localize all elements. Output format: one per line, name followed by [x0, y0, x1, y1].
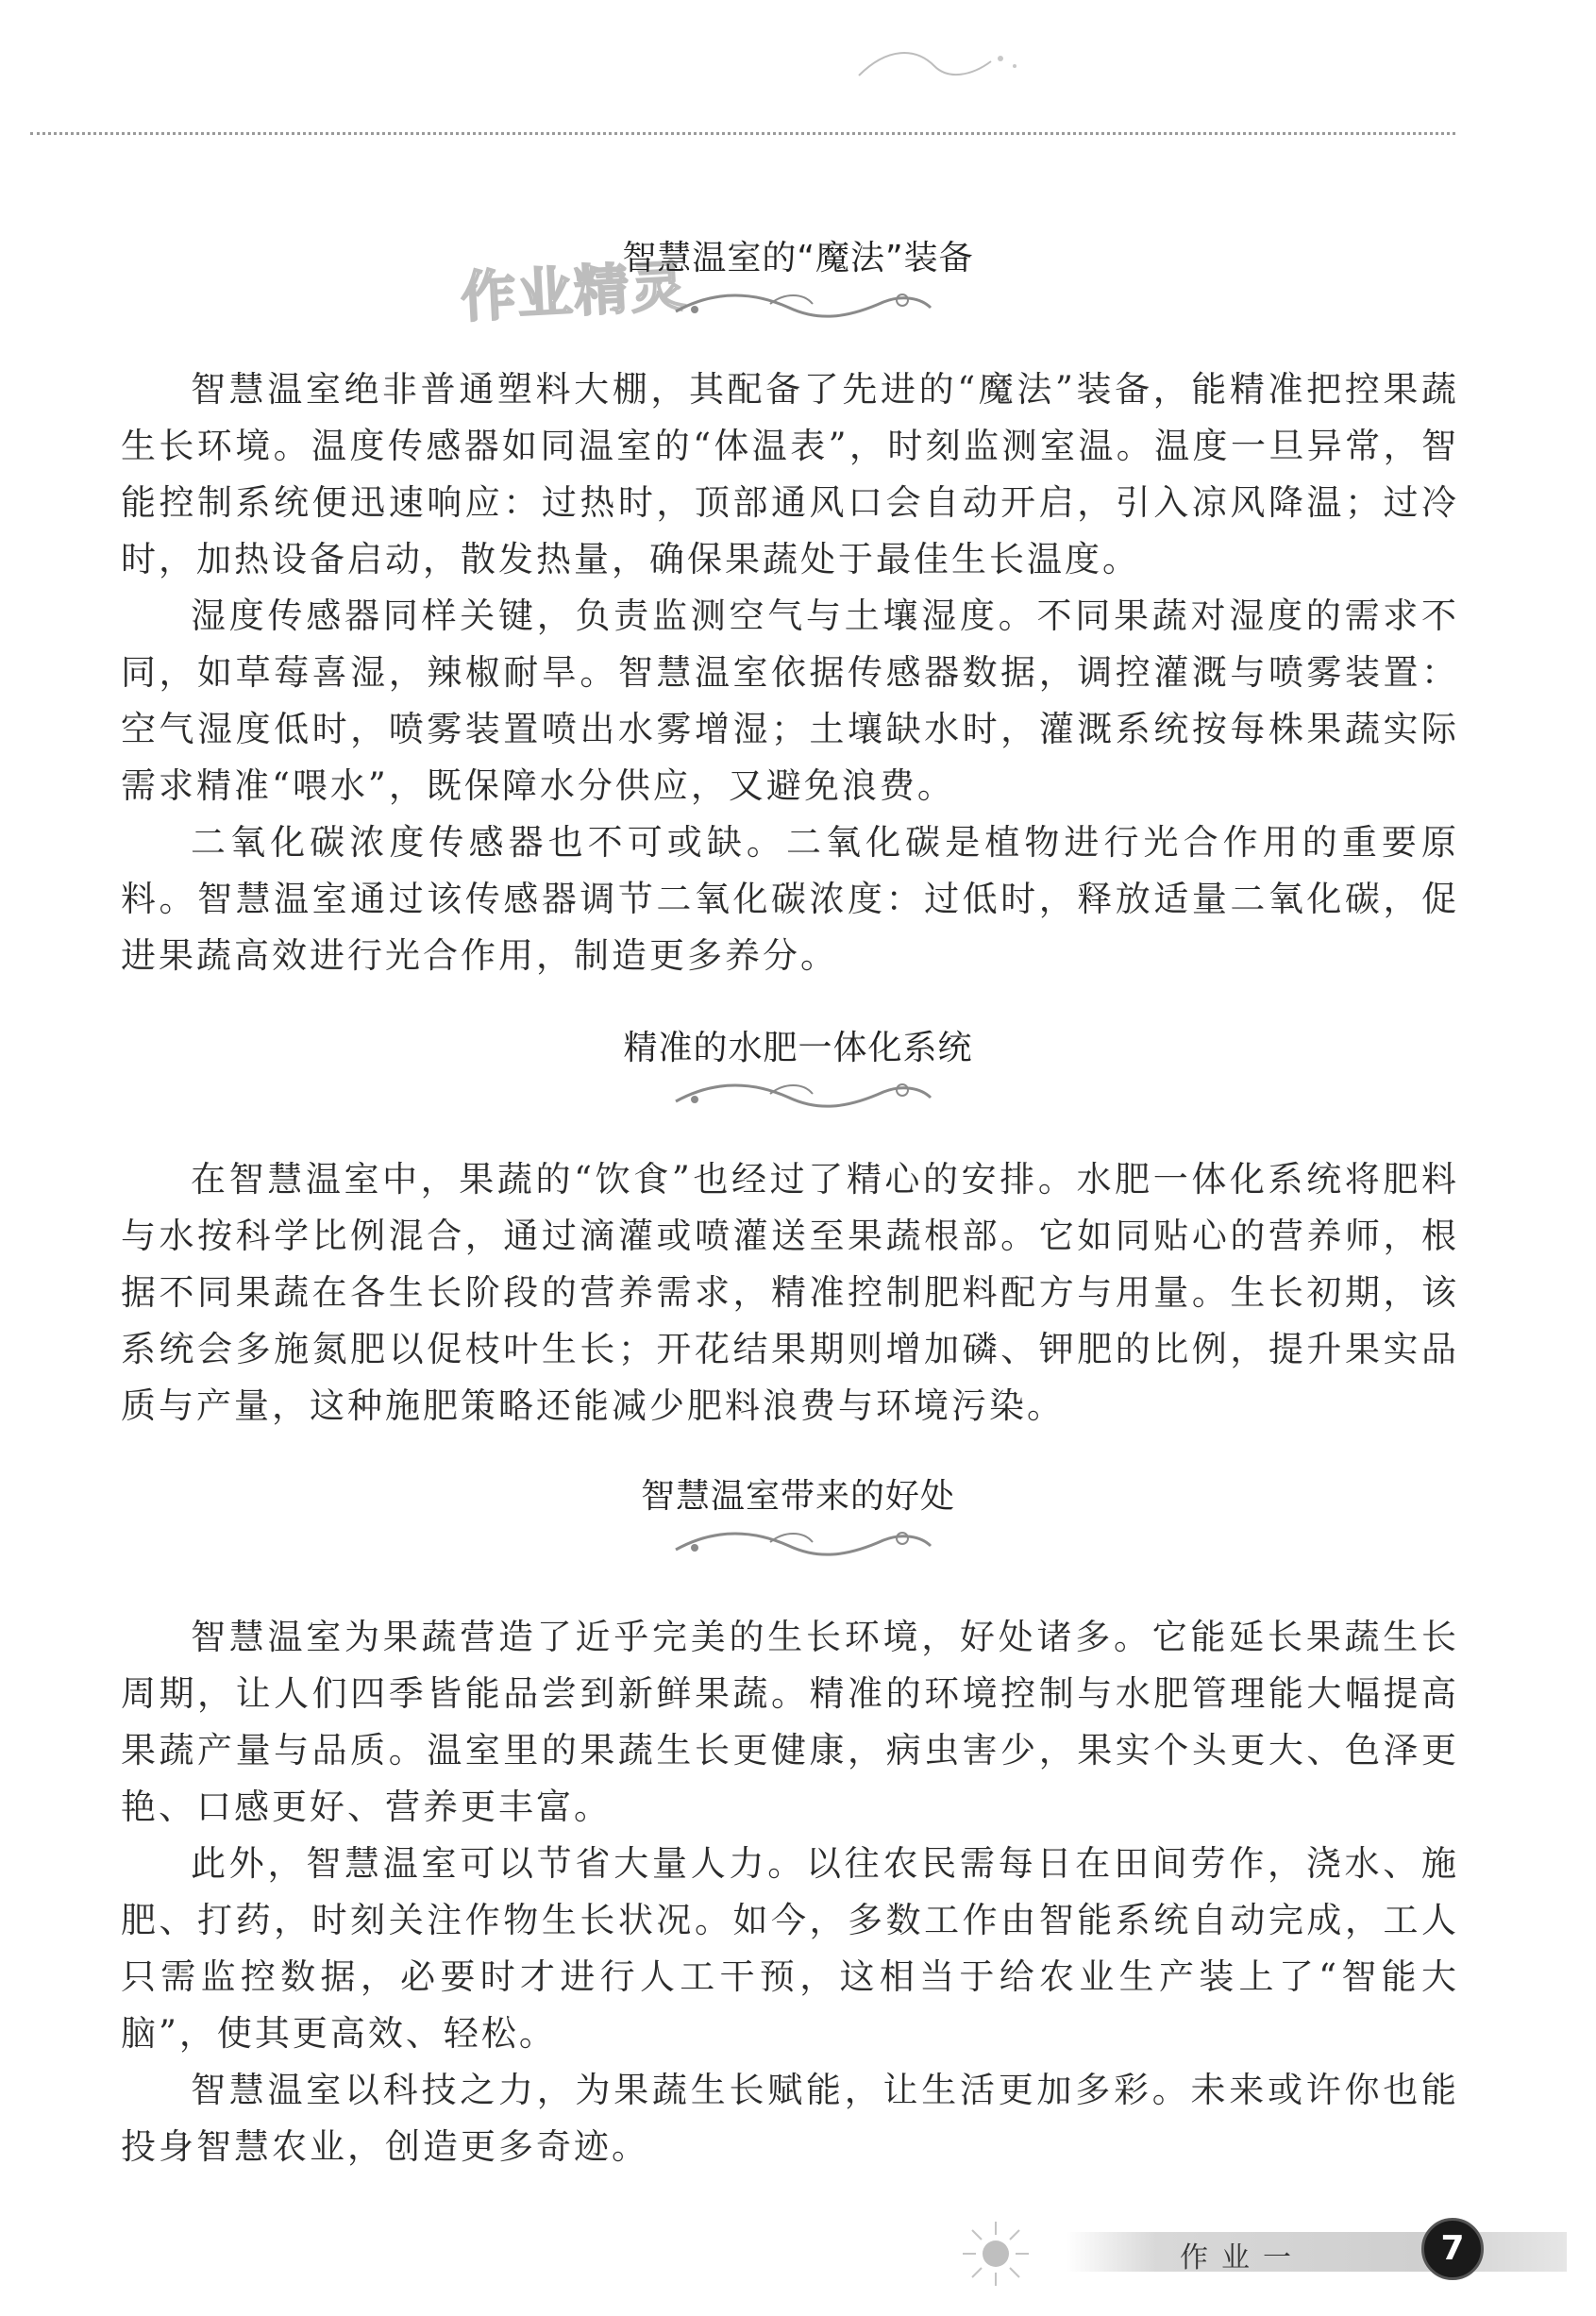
section-heading-benefits — [0, 1469, 1596, 1565]
section-heading-water-fertilizer — [0, 1021, 1596, 1116]
section-body-magic-equipment — [121, 361, 1459, 984]
section-title: 智慧温室的“魔法”装备 — [622, 239, 974, 277]
section-title: 智慧温室带来的好处 — [640, 1477, 955, 1516]
heading-swirl-ornament — [657, 1521, 940, 1565]
footer-bar — [1067, 2232, 1567, 2272]
sun-burst-icon — [953, 2216, 1038, 2291]
section-title: 精准的水肥一体化系统 — [623, 1029, 973, 1067]
paragraph: 二氧化碳浓度传感器也不可或缺。二氧化碳是植物进行光合作用的重要原料。智慧温室通过该传感器调节二氧化碳浓度：过低时，释放适量二氧化碳，促进果蔬高效进行光合作用，制造更多养分。 — [121, 822, 1459, 976]
section-heading-magic-equipment — [0, 231, 1596, 327]
page-number-badge: 7 — [1421, 2218, 1484, 2280]
heading-swirl-ornament — [657, 283, 940, 327]
heading-swirl-ornament — [657, 1073, 940, 1116]
paragraph: 湿度传感器同样关键，负责监测空气与土壤湿度。不同果蔬对湿度的需求不同，如草莓喜湿，辣椒耐旱。智慧温室依据传感器数据，调控灌溉与喷雾装置：空气湿度低时，喷雾装置喷出水雾增湿；土壤缺水时，灌溉系统按每株果蔬实际需求精准“喂水”，既保障水分供应，又避免浪费。 — [121, 596, 1459, 806]
paragraph: 在智慧温室中，果蔬的“饮食”也经过了精心的安排。水肥一体化系统将肥料与水按科学比例混合，通过滴灌或喷灌送至果蔬根部。它如同贴心的营养师，根据不同果蔬在各生长阶段的营养需求，精准控制肥料配方与用量。生长初期，该系统会多施氮肥以促枝叶生长；开花结果期则增加磷、钾肥的比例，提升果实品质与产量，这种施肥策略还能减少肥料浪费与环境污染。 — [121, 1159, 1459, 1426]
top-dotted-divider — [30, 132, 1455, 135]
section-body-water-fertilizer — [121, 1151, 1459, 1435]
footer-label: 作业一 — [1180, 2241, 1304, 2274]
paragraph: 智慧温室绝非普通塑料大棚，其配备了先进的“魔法”装备，能精准把控果蔬生长环境。温度传感器如同温室的“体温表”，时刻监测室温。温度一旦异常，智能控制系统便迅速响应：过热时，顶部通风口会自动开启，引入凉风降温；过冷时，加热设备启动，散发热量，确保果蔬处于最佳生长温度。 — [121, 369, 1459, 579]
top-flourish-ornament — [849, 38, 1057, 94]
paragraph: 智慧温室为果蔬营造了近乎完美的生长环境，好处诸多。它能延长果蔬生长周期，让人们四季皆能品尝到新鲜果蔬。精准的环境控制与水肥管理能大幅提高果蔬产量与品质。温室里的果蔬生长更健康，病虫害少，果实个头更大、色泽更艳、口感更好、营养更丰富。 — [121, 1617, 1459, 1827]
watermark-text: 作业精灵 — [459, 253, 689, 330]
section-body-benefits — [121, 1609, 1459, 2175]
paragraph: 此外，智慧温室可以节省大量人力。以往农民需每日在田间劳作，浇水、施肥、打药，时刻关注作物生长状况。如今，多数工作由智能系统自动完成，工人只需监控数据，必要时才进行人工干预，这相当于给农业生产装上了“智能大脑”，使其更高效、轻松。 — [121, 1843, 1459, 2054]
paragraph: 智慧温室以科技之力，为果蔬生长赋能，让生活更加多彩。未来或许你也能投身智慧农业，创造更多奇迹。 — [121, 2070, 1459, 2167]
